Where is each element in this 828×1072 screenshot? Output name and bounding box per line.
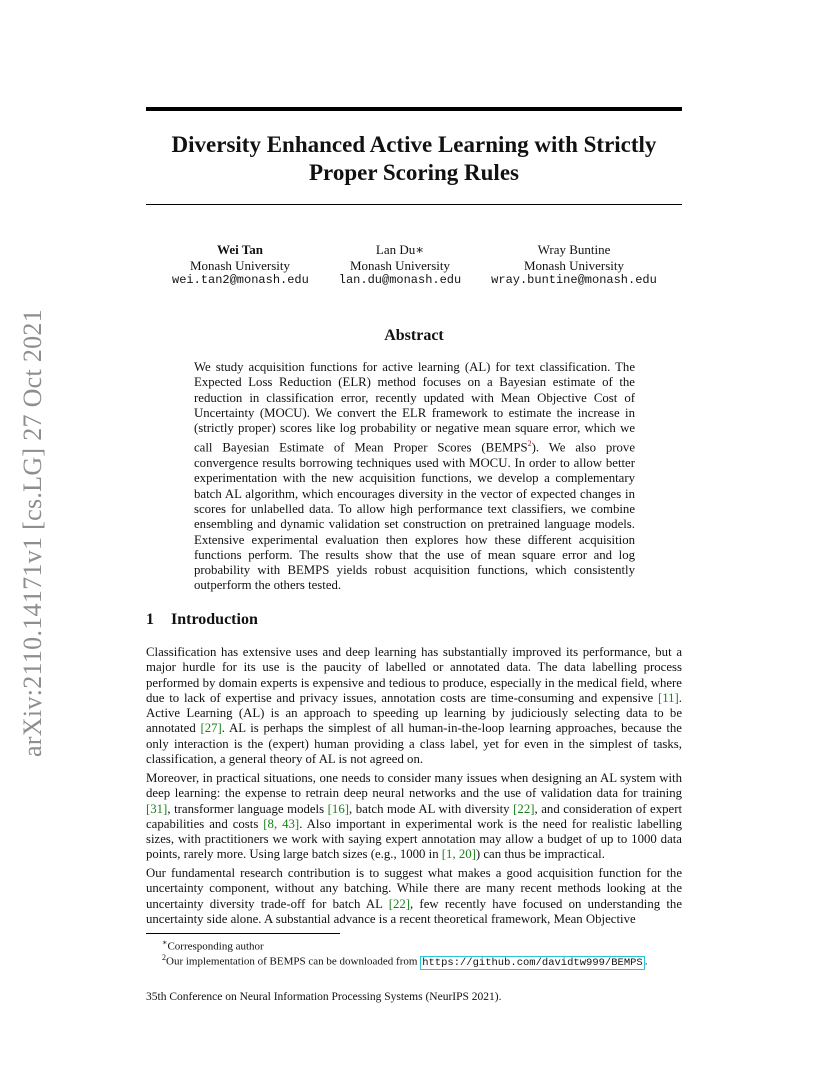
footnote-text: Corresponding author	[167, 940, 264, 953]
paragraph-text: ) can thus be impractical.	[475, 847, 605, 862]
author-email: wei.tan2@monash.edu	[172, 273, 309, 287]
paragraph-text: . Active Learning (AL) is an approach to speeding up learning by judiciously selecting data to be annotated	[146, 690, 682, 736]
author-block	[146, 242, 682, 292]
author-email: lan.du@monash.edu	[338, 273, 462, 287]
citation-link[interactable]: [31]	[146, 801, 168, 816]
citation-link[interactable]: [8, 43]	[263, 816, 300, 831]
paragraph-text: , batch mode AL with diversity	[348, 801, 514, 816]
footnote-end: .	[644, 955, 648, 968]
intro-paragraph-3	[146, 866, 682, 927]
footnote-mark: 2	[162, 953, 166, 962]
intro-paragraph-1	[146, 645, 682, 767]
conference-note: 35th Conference on Neural Information Processing Systems (NeurIPS 2021).	[146, 991, 502, 1003]
section-heading	[146, 611, 258, 629]
author-affiliation: Monash University	[189, 257, 291, 273]
author-name: Lan Du∗	[375, 242, 425, 257]
footnote-rule	[146, 933, 340, 934]
citation-link[interactable]: [1, 20]	[441, 847, 476, 862]
abstract-heading: Abstract	[384, 327, 444, 344]
paper-title	[146, 131, 682, 187]
paragraph-text: , and consideration of expert capabilities and costs	[146, 801, 683, 831]
footnote-mark: ∗	[162, 938, 168, 947]
title-rule-top	[146, 107, 682, 111]
citation-link[interactable]: [16]	[327, 801, 349, 816]
footnote-ref[interactable]: 2	[527, 439, 532, 449]
repository-link[interactable]: https://github.com/davidtw999/BEMPS	[422, 956, 643, 969]
author-2	[332, 242, 468, 289]
paragraph-text: Our fundamental research contribution is to suggest what makes a good acquisition function for the uncertainty component, without any batching. While there are many recent methods looking at the uncertainty diversity trade-off for batch AL	[146, 866, 682, 911]
abstract-text-a: We study acquisition functions for active learning (AL) for text classification. The Expected Loss Reduction (ELR) method focuses on a Bayesian estimate of the reduction in classification error, recently updated with Mean Objective Cost of Uncertainty (MOCU). We convert the ELR framework to estimate the increase in (strictly proper) scores like log probability or negative mean square error, which we call Bayesian Estimate of Mean Proper Scores (BEMPS	[194, 360, 635, 455]
title-rule-bottom	[146, 204, 682, 205]
abstract-text-b: ). We also prove convergence results borrowing techniques used with MOCU. In order to allow better experimentation with the new acquisition functions, we develop a complementary batch AL algorithm, which encourages diversity in the vector of expected changes in scores for unlabelled data. To allow high performance text classifiers, we combine ensembling and dynamic validation set construction on pretrained language models. Extensive experimental evaluation then explores how these different acquisition functions perform. The results show that the use of mean square error and log probability with BEMPS yields robust acquisition functions, which consistently outperform the others tested.	[194, 440, 635, 593]
author-email: wray.buntine@monash.edu	[491, 273, 657, 287]
citation-link[interactable]: [22]	[388, 896, 411, 911]
arxiv-stamp: arXiv:2110.14171v1 [cs.LG] 27 Oct 2021	[18, 308, 47, 757]
author-1	[172, 242, 308, 289]
title-line-2: Proper Scoring Rules	[309, 160, 519, 185]
paragraph-text: , transformer language models	[167, 801, 328, 816]
section-title: Introduction	[171, 611, 258, 628]
paragraph-text: Classification has extensive uses and deep learning has substantially improved its performance, but a major hurdle for its use is the paucity of labelled or annotated data. The data labelling process performed by domain experts is expensive and tedious to produce, especially in the medical field, where due to lack of expertise and privacy issues, annotation costs are time-consuming and expensive	[146, 645, 682, 705]
citation-link[interactable]: [27]	[200, 721, 222, 736]
paragraph-text: . Also important in experimental work is the need for realistic labelling sizes, with practitioners we work with saying expert annotation may allow a budget of up to 1000 data points, rarely more. Using large batch sizes (e.g., 1000 in	[146, 816, 682, 862]
section-number: 1	[146, 611, 154, 628]
author-affiliation: Monash University	[523, 257, 625, 273]
paragraph-text: . AL is perhaps the simplest of all human-in-the-loop learning approaches, because the only interaction is the (expert) human providing a class label, yet for even in the simplest of tasks, classification, a general theory of AL is not agreed on.	[146, 721, 682, 767]
author-name: Wei Tan	[217, 242, 263, 257]
intro-paragraph-2	[146, 771, 682, 863]
author-3	[486, 242, 662, 289]
citation-link[interactable]: [11]	[657, 690, 679, 705]
citation-link[interactable]: [22]	[513, 801, 535, 816]
abstract-body	[194, 360, 635, 594]
paragraph-text: , few recently have focused on understanding the uncertainty side alone. A substantial advance is a recent theoretical framework, Mean Objective	[146, 896, 683, 926]
title-line-1: Diversity Enhanced Active Learning with Strictly	[171, 132, 657, 157]
footnote-2	[162, 951, 647, 970]
author-affiliation: Monash University	[349, 257, 451, 273]
author-name: Wray Buntine	[537, 242, 611, 257]
footnote-text: Our implementation of BEMPS can be downloaded from	[166, 955, 421, 968]
paragraph-text: Moreover, in practical situations, one needs to consider many issues when designing an AL system with deep learning: the expense to retrain deep neural networks and the use of validation data for training	[146, 771, 682, 801]
